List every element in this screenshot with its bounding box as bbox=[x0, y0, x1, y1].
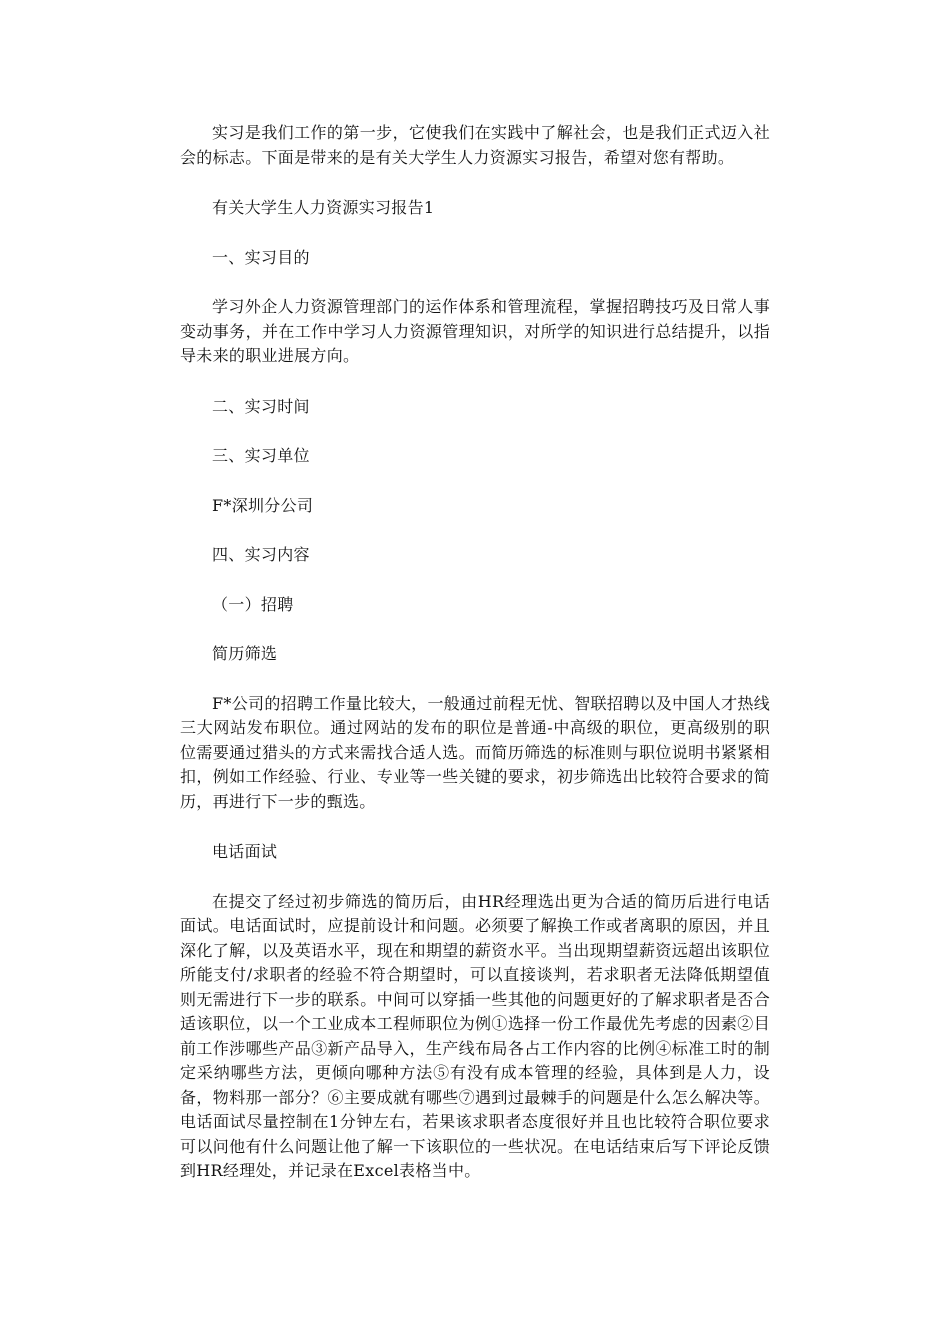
resume-screening-paragraph: F*公司的招聘工作量比较大，一般通过前程无忧、智联招聘以及中国人才热线三大网站发布职位。通过网站的发布的职位是普通-中高级的职位，更高级别的职位需要通过猎头的方式来需找合适人选。而简历筛选的标准则与职位说明书紧紧相扣，例如工作经验、行业、专业等一些关键的要求，初步筛选出比较符合要求的简历，再进行下一步的甄选。 bbox=[180, 693, 770, 811]
section1-paragraph: 学习外企人力资源管理部门的运作体系和管理流程，掌握招聘技巧及日常人事变动事务，并在工作中学习人力资源管理知识，对所学的知识进行总结提升，以指导未来的职业进展方向。 bbox=[180, 297, 770, 365]
document-body bbox=[180, 121, 770, 1209]
section3-heading: 三、实习单位 bbox=[212, 446, 310, 465]
intro-paragraph: 实习是我们工作的第一步，它使我们在实践中了解社会，也是我们正式迈入社会的标志。下面是带来的是有关大学生人力资源实习报告，希望对您有帮助。 bbox=[180, 123, 770, 167]
subsection1-heading: （一）招聘 bbox=[212, 594, 294, 614]
phone-interview-heading: 电话面试 bbox=[212, 842, 278, 861]
section1-heading: 一、实习目的 bbox=[212, 247, 310, 267]
phone-interview-paragraph: 在提交了经过初步筛选的简历后，由HR经理选出更为合适的简历后进行电话面试。电话面试时，应提前设计和问题。必须要了解换工作或者离职的原因，并且深化了解，以及英语水平，现在和期望的薪资水平。当出现期望薪资远超出该职位所能支付/求职者的经验不符合期望时，可以直接谈判，若求职者无法降低期望值则无需进行下一步的联系。中间可以穿插一些其他的问题更好的了解求职者是否合适该职位，以一个工业成本工程师职位为例①选择一份工作最优先考虑的因素②目前工作涉哪些产品③新产品导入，生产线布局各占工作内容的比例④标准工时的制定采纳哪些方法，更倾向哪种方法⑤有没有成本管理的经验，具体到是人力，设备，物料那一部分？⑥主要成就有哪些⑦遇到过最棘手的问题是什么怎么解决等。电话面试尽量控制在1分钟左右，若果该求职者态度很好并且也比较符合职位要求可以问他有什么问题让他了解一下该职位的一些状况。在电话结束后写下评论反馈到HR经理处，并记录在Excel表格当中。 bbox=[180, 891, 770, 1180]
report-title: 有关大学生人力资源实习报告1 bbox=[212, 198, 435, 217]
company-name: F*深圳分公司 bbox=[212, 495, 314, 515]
section4-heading: 四、实习内容 bbox=[212, 545, 310, 564]
section2-heading: 二、实习时间 bbox=[212, 396, 310, 416]
resume-screening-heading: 简历筛选 bbox=[212, 644, 278, 663]
